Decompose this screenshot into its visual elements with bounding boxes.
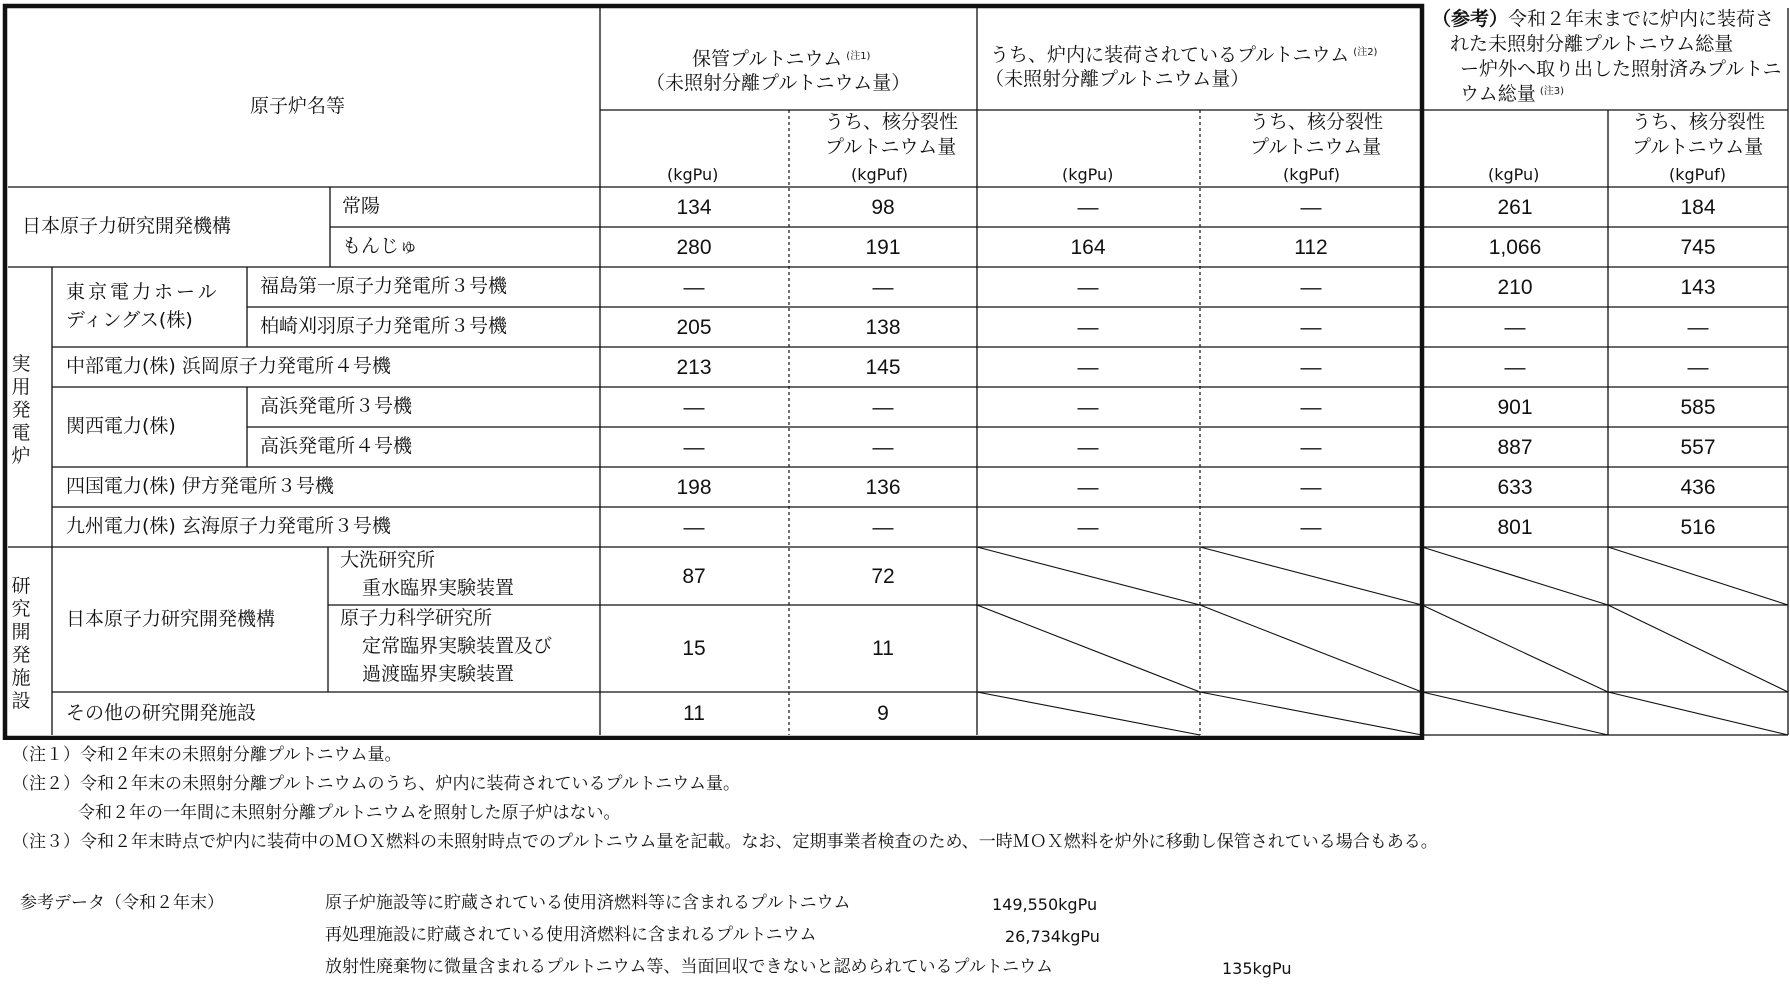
reference-label: 参考データ（令和２年末） (20, 893, 224, 913)
header-ref-line4 (1460, 85, 1564, 104)
note-2: （注２）令和２年末の未照射分離プルトニウムのうち、炉内に装荷されているプルトニウム量。 (12, 774, 740, 794)
cell-puf: 9 (877, 702, 889, 725)
cell-pu: 87 (682, 565, 706, 588)
row-label-joyo: 常陽 (342, 195, 381, 217)
ref-prefix: （参考） (1432, 8, 1509, 30)
cell-ref-puf: — (1687, 316, 1709, 339)
cell-ref-puf: — (1687, 356, 1709, 379)
cell-pu: — (683, 436, 705, 459)
cell-ref-pu: 633 (1497, 476, 1533, 499)
unit-loaded-puf: (kgPuf) (1283, 165, 1341, 184)
cell-ref-pu: — (1504, 356, 1526, 379)
cell-puf: 191 (865, 236, 901, 259)
cell-ref-pu: 801 (1497, 516, 1533, 539)
cell-ref-puf: 557 (1680, 436, 1716, 459)
cell-pu: 213 (676, 356, 712, 379)
cell-pu: — (683, 396, 705, 419)
cell-puf: 72 (871, 565, 895, 588)
fissile-header-2b: プルトニウム量 (1250, 136, 1382, 158)
stored-pu-title-text: 保管プルトニウム (692, 48, 843, 70)
row-label-nsri-1: 原子力科学研究所 (340, 607, 493, 629)
header-loaded-pu-title (990, 46, 1377, 65)
cell-in-pu: — (1077, 436, 1099, 459)
cell-pu: 205 (676, 316, 712, 339)
cell-puf: — (872, 276, 894, 299)
row-label-genkai: 九州電力(株) 玄海原子力発電所３号機 (66, 515, 391, 537)
cell-pu: — (683, 516, 705, 539)
cell-ref-puf: 436 (1680, 476, 1716, 499)
header-ref-line1 (1432, 10, 1774, 29)
row-label-oarai-2: 重水臨界実験装置 (362, 577, 515, 599)
row-label-nsri-3: 過渡臨界実験装置 (362, 663, 515, 685)
header-ref-line2: れた未照射分離プルトニウム総量 (1450, 33, 1734, 55)
cell-pu: 11 (683, 702, 705, 725)
note2-mark: (注2) (1353, 47, 1378, 58)
cell-in-pu: — (1077, 516, 1099, 539)
cell-in-puf: — (1300, 196, 1322, 219)
cell-pu: 198 (676, 476, 712, 499)
cell-puf: 145 (865, 356, 901, 379)
cell-puf: — (872, 436, 894, 459)
cell-in-puf: — (1300, 516, 1322, 539)
header-ref-line3: ー炉外へ取り出した照射済みプルトニ (1460, 58, 1782, 80)
cell-in-pu: — (1077, 196, 1099, 219)
fissile-header-3a: うち、核分裂性 (1632, 111, 1766, 133)
reference-value-3: 135kgPu (1222, 959, 1292, 978)
fissile-header-2a: うち、核分裂性 (1250, 111, 1384, 133)
group-practical-reactors: 実用発電炉 (11, 353, 31, 467)
cell-ref-pu: — (1504, 316, 1526, 339)
group-jaea-research: 日本原子力研究開発機構 (66, 608, 276, 630)
cell-in-puf: 112 (1294, 236, 1328, 259)
group-kansai: 関西電力(株) (66, 415, 176, 437)
header-stored-pu-title (692, 50, 870, 69)
cell-in-pu: — (1077, 476, 1099, 499)
unit-stored-puf: (kgPuf) (851, 165, 909, 184)
reference-value-2: 26,734kgPu (1005, 927, 1100, 946)
header-loaded-pu-sub: （未照射分離プルトニウム量） (985, 68, 1250, 90)
ref-line1-text: 令和２年末までに炉内に装荷さ (1508, 8, 1775, 30)
cell-in-pu: — (1077, 276, 1099, 299)
fissile-header-3b: プルトニウム量 (1632, 136, 1764, 158)
cell-pu: 15 (682, 637, 706, 660)
group-research-facilities: 研究開発施設 (11, 575, 31, 712)
fissile-header-1b: プルトニウム量 (825, 136, 957, 158)
row-label-ikata: 四国電力(株) 伊方発電所３号機 (66, 475, 334, 497)
cell-ref-puf: 745 (1680, 236, 1716, 259)
row-label-monju: もんじゅ (342, 235, 419, 257)
cell-puf: 11 (872, 637, 894, 660)
cell-puf: 138 (865, 316, 901, 339)
cell-ref-puf: 585 (1680, 396, 1716, 419)
row-label-hamaoka: 中部電力(株) 浜岡原子力発電所４号機 (66, 355, 391, 377)
header-reactor-name: 原子炉名等 (250, 95, 346, 117)
cell-in-puf: — (1300, 276, 1322, 299)
reference-item-2: 再処理施設に貯蔵されている使用済燃料に含まれるプルトニウム (325, 925, 817, 945)
unit-loaded-pu: (kgPu) (1062, 165, 1114, 184)
note-2b: 令和２年の一年間に未照射分離プルトニウムを照射した原子炉はない。 (78, 803, 621, 823)
cell-ref-pu: 901 (1497, 396, 1533, 419)
cell-pu: 134 (676, 196, 712, 219)
row-label-oarai-1: 大洗研究所 (340, 549, 436, 571)
unit-stored-pu: (kgPu) (667, 165, 719, 184)
cell-in-pu: — (1077, 396, 1099, 419)
unit-ref-puf: (kgPuf) (1669, 165, 1727, 184)
cell-in-puf: — (1300, 476, 1322, 499)
row-label-nsri-2: 定常臨界実験装置及び (362, 635, 553, 657)
cell-puf: 136 (865, 476, 901, 499)
row-label-other-research: その他の研究開発施設 (66, 702, 257, 724)
cell-puf: 98 (871, 196, 895, 219)
cell-ref-pu: 210 (1497, 276, 1533, 299)
cell-ref-puf: 516 (1680, 516, 1716, 539)
group-tepco-line2: ディングス(株) (66, 309, 193, 331)
cell-puf: — (872, 396, 894, 419)
reference-value-1: 149,550kgPu (992, 895, 1098, 914)
group-tepco-line1: 東京電力ホール (66, 281, 220, 303)
reference-item-1: 原子炉施設等に貯蔵されている使用済燃料等に含まれるプルトニウム (325, 893, 851, 913)
cell-pu: 280 (676, 236, 712, 259)
cell-in-puf: — (1300, 436, 1322, 459)
cell-ref-pu: 887 (1497, 436, 1533, 459)
cell-in-puf: — (1300, 396, 1322, 419)
row-label-kashiwazaki: 柏崎刈羽原子力発電所３号機 (260, 315, 508, 337)
cell-puf: — (872, 516, 894, 539)
cell-in-puf: — (1300, 316, 1322, 339)
cell-in-pu: — (1077, 356, 1099, 379)
cell-pu: — (683, 276, 705, 299)
cell-in-pu: 164 (1070, 236, 1106, 259)
cell-ref-puf: 143 (1680, 276, 1716, 299)
cell-in-puf: — (1300, 356, 1322, 379)
unit-ref-pu: (kgPu) (1488, 165, 1540, 184)
cell-ref-pu: 1,066 (1488, 236, 1542, 259)
note-1: （注１）令和２年末の未照射分離プルトニウム量。 (12, 745, 402, 765)
cell-ref-pu: 261 (1497, 196, 1533, 219)
note1-mark: (注1) (846, 51, 871, 62)
group-jaea-top: 日本原子力研究開発機構 (22, 215, 232, 237)
reference-item-3: 放射性廃棄物に微量含まれるプルトニウム等、当面回収できないと認められているプルトニウム (325, 957, 1053, 977)
ref-line4-text: ウム総量 (1460, 83, 1536, 105)
loaded-pu-title-text: うち、炉内に装荷されているプルトニウム (990, 44, 1350, 66)
row-label-takahama3: 高浜発電所３号機 (260, 395, 413, 417)
cell-in-pu: — (1077, 316, 1099, 339)
fissile-header-1a: うち、核分裂性 (825, 111, 959, 133)
header-stored-pu-sub: （未照射分離プルトニウム量） (646, 72, 911, 94)
note3-mark: (注3) (1539, 86, 1564, 97)
row-label-takahama4: 高浜発電所４号機 (260, 435, 413, 457)
cell-ref-puf: 184 (1680, 196, 1716, 219)
row-label-fukushima: 福島第一原子力発電所３号機 (260, 275, 508, 297)
note-3: （注３）令和２年末時点で炉内に装荷中のＭＯＸ燃料の未照射時点でのプルトニウム量を記載。なお、定期事業者検査のため、一時ＭＯＸ燃料を炉外に移動し保管されている場合もある。 (12, 832, 1438, 852)
